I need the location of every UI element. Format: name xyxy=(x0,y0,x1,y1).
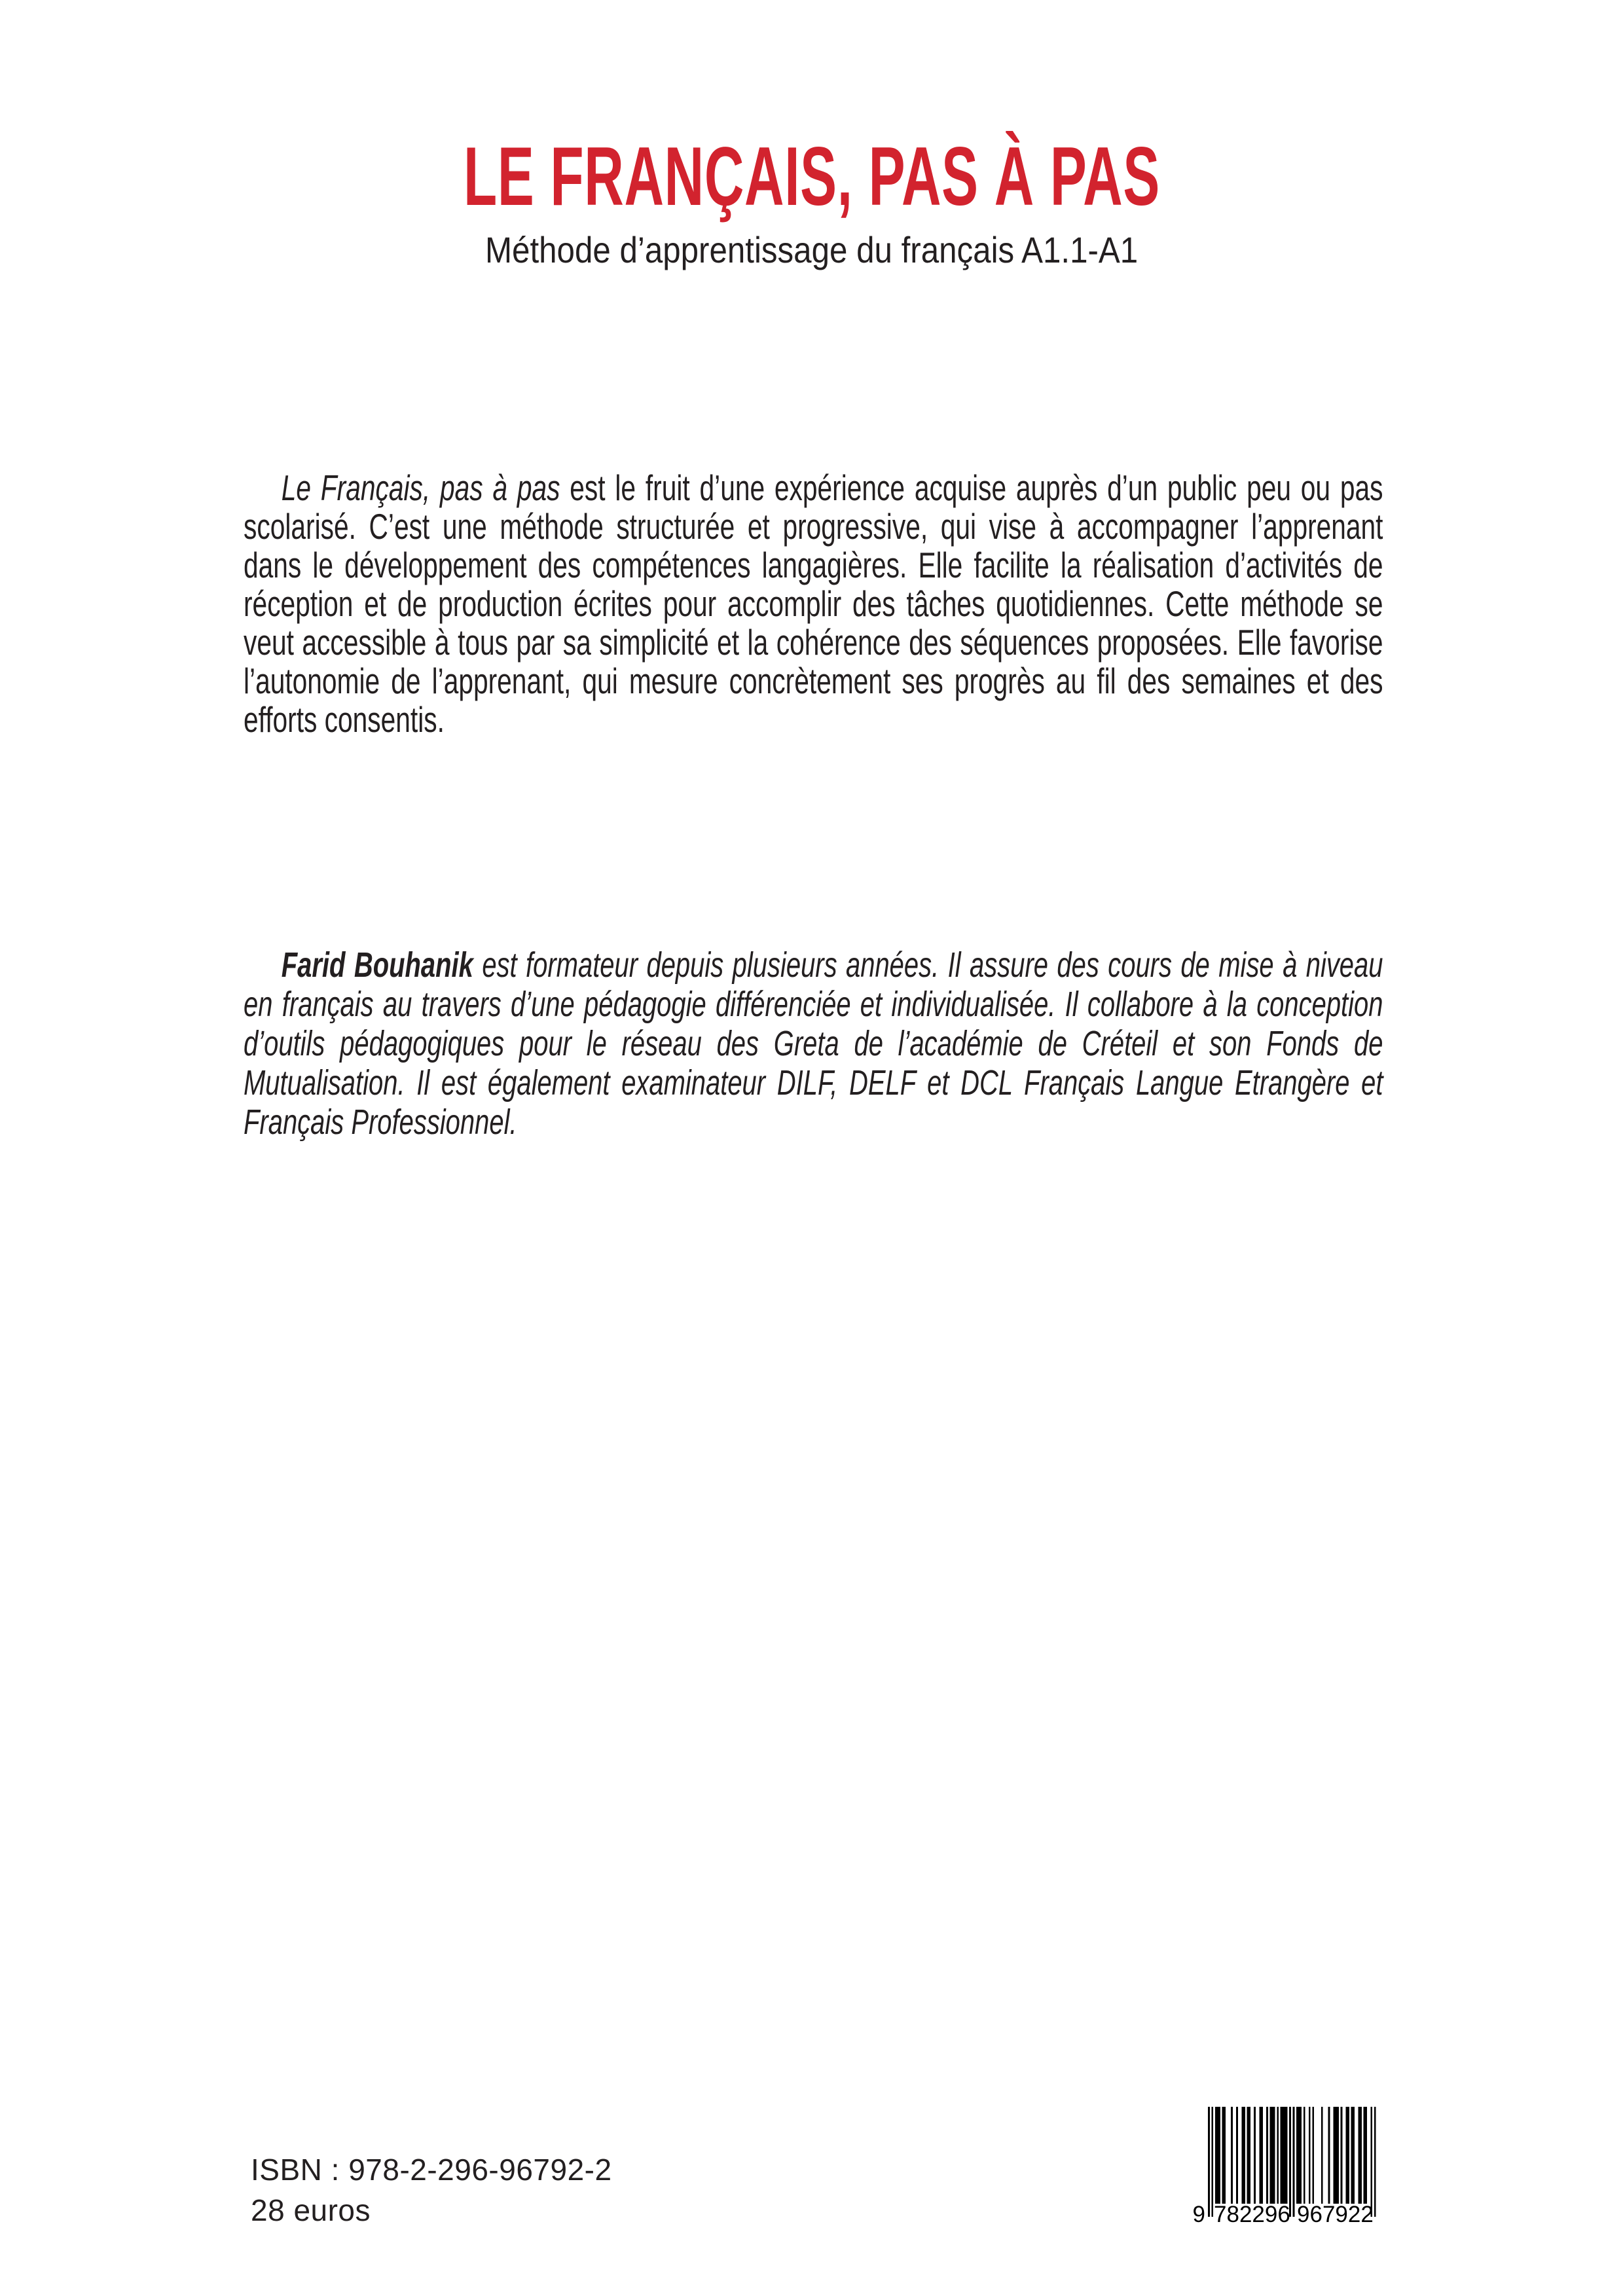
isbn-text: ISBN : 978-2-296-96792-2 xyxy=(251,2153,612,2187)
book-title-text: LE FRANÇAIS, PAS À PAS xyxy=(463,130,1160,223)
author-bio-text: est formateur depuis plusieurs années. Il assure des cours de mise à niveau en français au travers d’une pédagogie différenciée et individualisée. Il collabore à la conception d’outils pédagogiques pour le réseau des Greta de l’académie de Créteil et son Fonds de Mutualisation. Il est également examinateur DILF, DELF et DCL Français Langue Etrangère et Français Professionnel. xyxy=(244,945,1383,1142)
book-title xyxy=(0,130,1623,223)
description-lead: Le Français, pas à pas xyxy=(281,467,560,508)
barcode xyxy=(1192,2107,1383,2228)
barcode-digits-group1: 7 8 2 2 9 6 xyxy=(1214,2202,1290,2227)
barcode-digit-first: 9 xyxy=(1192,2202,1205,2227)
book-subtitle xyxy=(0,230,1623,270)
book-subtitle-text: Méthode d’apprentissage du français A1.1-A1 xyxy=(484,229,1139,270)
description-paragraph xyxy=(244,469,1383,739)
author-name: Farid Bouhanik xyxy=(281,945,473,985)
barcode-bars xyxy=(1208,2107,1376,2217)
barcode-digits-group2: 9 6 7 9 2 2 xyxy=(1297,2202,1374,2227)
author-bio-paragraph xyxy=(244,945,1383,1142)
isbn-block xyxy=(251,2149,612,2231)
price-text: 28 euros xyxy=(251,2193,371,2227)
description-text: est le fruit d’une expérience acquise auprès d’un public peu ou pas scolarisé. C’est une méthode structurée et progressive, qui vise à accompagner l’apprenant dans le développement des compétences langagières. Elle facilite la réalisation d’activités de réception et de production écrites pour accomplir des tâches quotidiennes. Cette méthode se veut accessible à tous par sa simplicité et la cohérence des séquences proposées. Elle favorise l’autonomie de l’apprenant, qui mesure concrètement ses progrès au fil des semaines et des efforts consentis. xyxy=(244,467,1383,740)
